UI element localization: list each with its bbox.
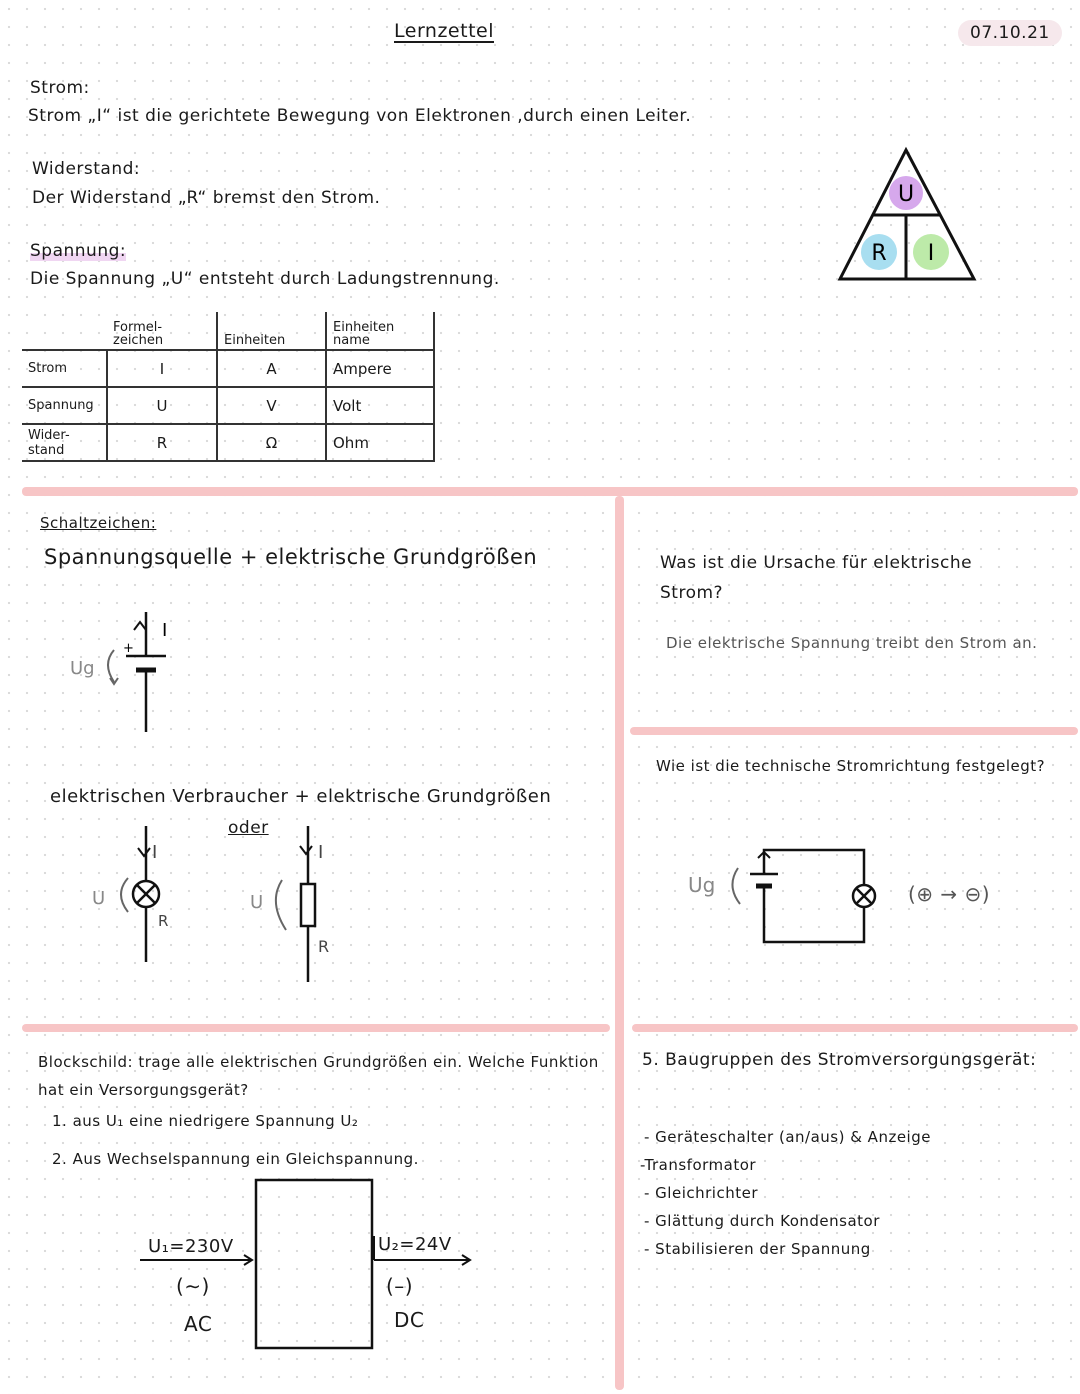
baugruppen-item: -Transformator bbox=[640, 1156, 757, 1174]
resistor-r-label: R bbox=[318, 937, 330, 956]
row-name: Ampere bbox=[326, 350, 434, 387]
question2-text: Wie ist die technische Stromrichtung festgelegt? bbox=[656, 757, 1046, 775]
row-unit: V bbox=[217, 387, 326, 424]
baugruppen-item: - Gleichrichter bbox=[644, 1184, 758, 1202]
row-name: Volt bbox=[326, 387, 434, 424]
direction-text: (⊕ → ⊖) bbox=[908, 882, 991, 906]
row-label: Strom bbox=[22, 350, 107, 387]
input-voltage: U₁=230V bbox=[148, 1236, 234, 1257]
baugruppen-item: - Stabilisieren der Spannung bbox=[644, 1240, 871, 1258]
header-formelzeichen: Formel-zeichen bbox=[107, 312, 217, 350]
row-unit: Ω bbox=[217, 424, 326, 461]
divider-right-mid bbox=[630, 727, 1078, 735]
resistor-current-label: I bbox=[318, 842, 324, 863]
arrow-up-icon bbox=[134, 622, 146, 630]
blockschild-item-2: 2. Aus Wechselspannung ein Gleichspannung. bbox=[52, 1150, 419, 1168]
spannung-heading: Spannung: bbox=[30, 241, 127, 261]
widerstand-text: Der Widerstand „R“ bremst den Strom. bbox=[32, 188, 381, 208]
strom-text: Strom „I“ ist die gerichtete Bewegung von Elektronen ,durch einen Leiter. bbox=[28, 106, 692, 126]
lamp-symbol bbox=[88, 826, 198, 966]
lamp-r-label: R bbox=[158, 912, 169, 930]
input-type: AC bbox=[184, 1312, 213, 1336]
lamp-current-label: I bbox=[152, 842, 158, 863]
arrow-down-icon bbox=[138, 848, 150, 856]
row-symbol: R bbox=[107, 424, 217, 461]
units-table bbox=[22, 312, 435, 462]
lamp-voltage-label: U bbox=[92, 888, 106, 909]
baugruppen-item: - Glättung durch Kondensator bbox=[644, 1212, 880, 1230]
voltage-source-symbol bbox=[70, 608, 210, 738]
triangle-r: R bbox=[871, 241, 887, 266]
table-row bbox=[22, 424, 434, 461]
baugruppen-item: - Geräteschalter (an/aus) & Anzeige bbox=[644, 1128, 931, 1146]
block-box bbox=[256, 1180, 372, 1348]
spannung-text: Die Spannung „U“ entsteht durch Ladungstrennung. bbox=[30, 269, 500, 289]
triangle-u: U bbox=[897, 182, 915, 207]
consumer-subtitle: elektrischen Verbraucher + elektrische Grundgrößen bbox=[50, 786, 552, 807]
header-einheiten: Einheiten bbox=[217, 312, 326, 350]
blockschild-intro: Blockschild: trage alle elektrischen Grundgrößen ein. Welche Funktion hat ein Versorgungsgerät? bbox=[38, 1053, 599, 1099]
output-voltage: U₂=24V bbox=[378, 1234, 452, 1255]
divider-right-bottom bbox=[632, 1024, 1078, 1032]
divider-left-bottom bbox=[22, 1024, 610, 1032]
widerstand-heading: Widerstand: bbox=[32, 159, 141, 179]
page-title: Lernzettel bbox=[394, 20, 494, 42]
direction-circuit bbox=[688, 846, 898, 950]
question1-answer: Die elektrische Spannung treibt den Strom an. bbox=[666, 634, 1038, 652]
row-symbol: I bbox=[107, 350, 217, 387]
date-badge: 07.10.21 bbox=[958, 20, 1062, 46]
table-row bbox=[22, 350, 434, 387]
baugruppen-heading: 5. Baugruppen des Stromversorgungsgerät: bbox=[642, 1050, 1037, 1070]
source-voltage-label: Ug bbox=[70, 658, 95, 679]
header-einheitenname: Einheiten name bbox=[326, 312, 434, 350]
input-symbol: (∼) bbox=[176, 1274, 210, 1298]
arrow-down-icon bbox=[300, 846, 312, 854]
row-symbol: U bbox=[107, 387, 217, 424]
row-unit: A bbox=[217, 350, 326, 387]
schaltzeichen-heading: Schaltzeichen: bbox=[40, 514, 157, 532]
row-label: Spannung bbox=[22, 387, 107, 424]
source-subtitle: Spannungsquelle + elektrische Grundgrößen bbox=[44, 545, 538, 569]
blockschild-item-1: 1. aus U₁ eine niedrigere Spannung U₂ bbox=[52, 1112, 359, 1130]
resistor-voltage-label: U bbox=[250, 892, 264, 913]
triangle-i: I bbox=[927, 241, 935, 266]
output-symbol: (–) bbox=[386, 1274, 414, 1298]
question2-voltage-label: Ug bbox=[688, 873, 716, 897]
divider-top bbox=[22, 487, 1078, 496]
strom-heading: Strom: bbox=[30, 78, 90, 98]
table-row bbox=[22, 387, 434, 424]
resistor-symbol bbox=[246, 826, 356, 986]
uri-triangle bbox=[836, 146, 982, 286]
source-current-label: I bbox=[162, 620, 168, 641]
output-type: DC bbox=[394, 1308, 425, 1332]
svg-text:+: + bbox=[123, 641, 134, 656]
row-label: Wider-stand bbox=[22, 424, 107, 461]
oder-label: oder bbox=[228, 818, 269, 838]
row-name: Ohm bbox=[326, 424, 434, 461]
divider-vertical bbox=[615, 496, 624, 1390]
question1-text: Was ist die Ursache für elektrische Strom? bbox=[660, 553, 973, 603]
